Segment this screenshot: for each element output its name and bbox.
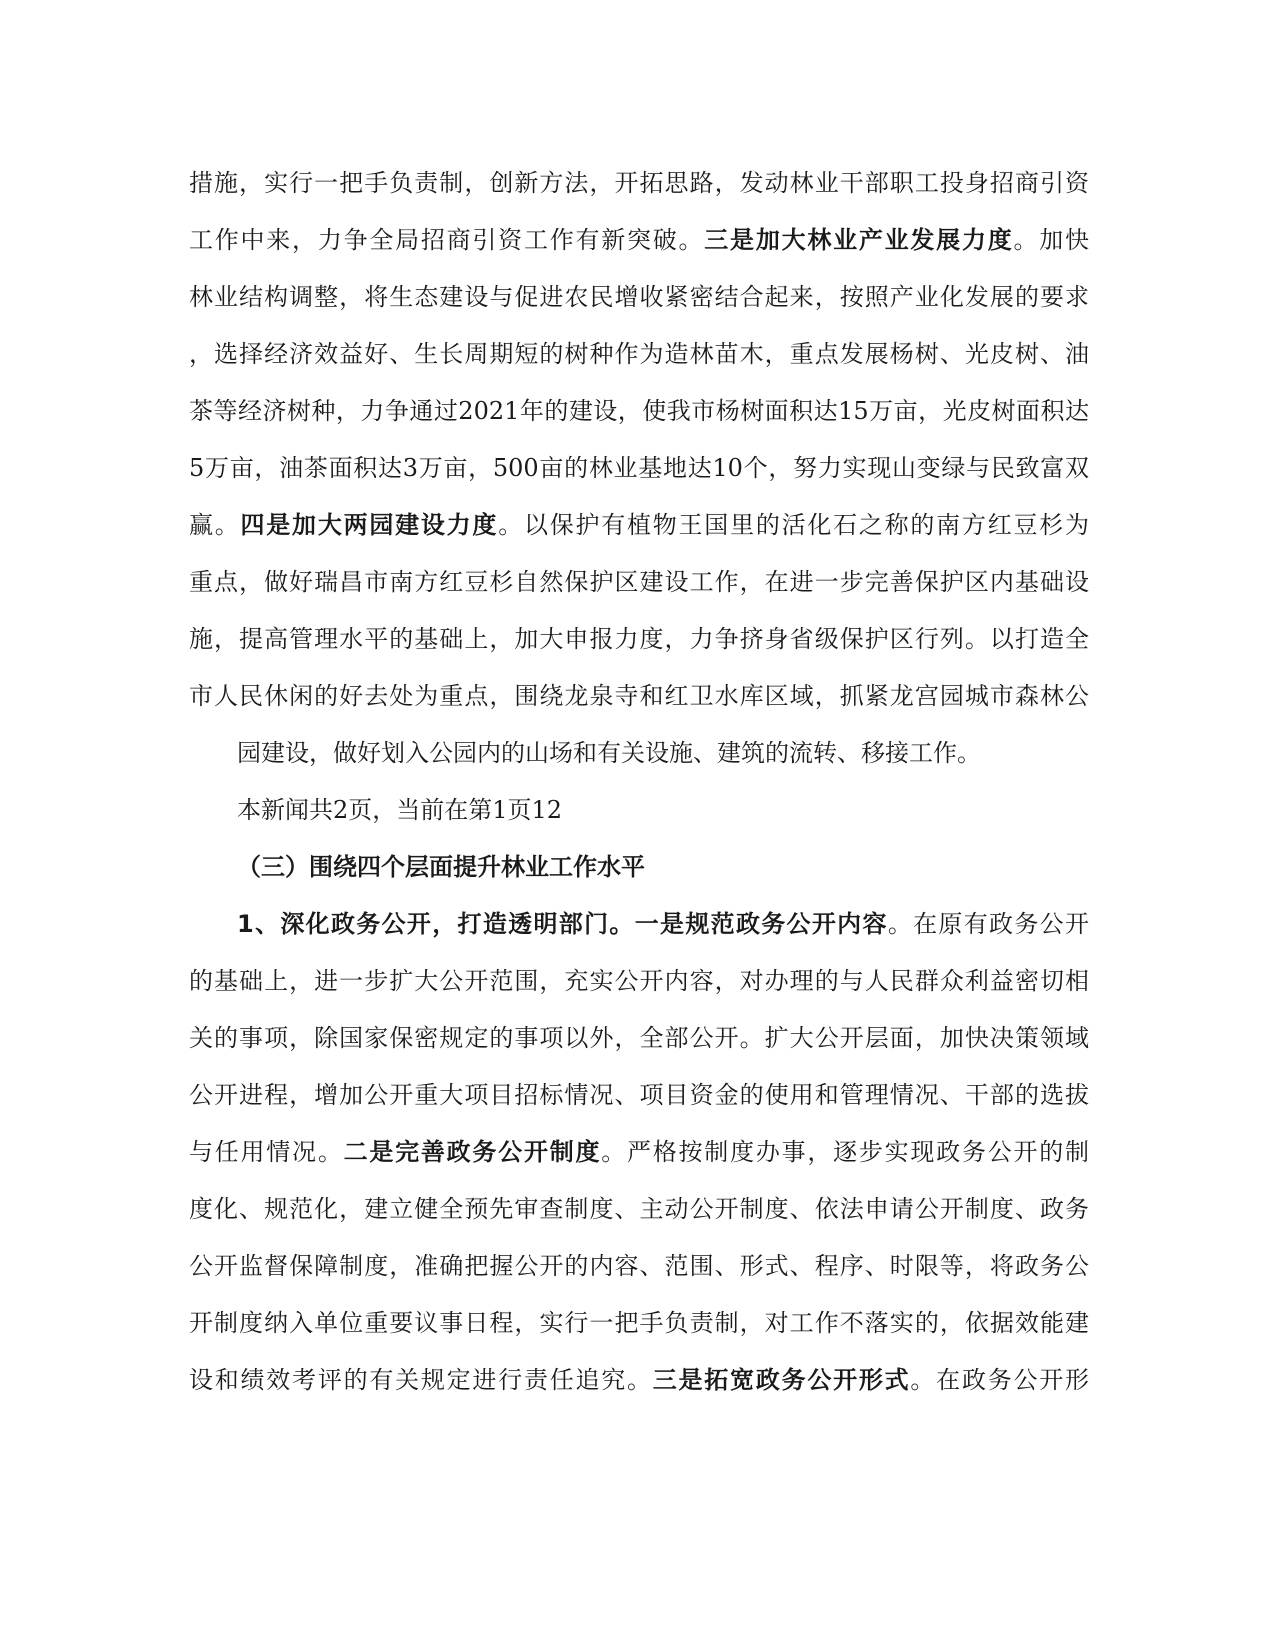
paragraph-line: [189, 1018, 1089, 1058]
text-run: 茶等经济树种，力争通过2021年的建设，使我市杨树面积达15万亩，光皮树面积达: [189, 397, 1089, 425]
text-run: 。以保护有植物王国里的活化石之称的南方红豆杉为: [498, 511, 1090, 539]
section-heading: [237, 847, 1089, 887]
text-run: 林业结构调整，将生态建设与促进农民增收紧密结合起来，按照产业化发展的要求: [189, 283, 1089, 311]
paragraph-line: [189, 448, 1089, 488]
text-run: 公开进程，增加公开重大项目招标情况、项目资金的使用和管理情况、干部的选拔: [189, 1081, 1089, 1109]
paragraph-line: [189, 391, 1089, 431]
bold-heading-run: 1、深化政务公开，打造透明部门。一是规范政务公开内容: [237, 910, 888, 938]
text-run: 公开监督保障制度，准确把握公开的内容、范围、形式、程序、时限等，将政务公: [189, 1252, 1089, 1280]
text-run: 设和绩效考评的有关规定进行责任追究。: [189, 1366, 653, 1394]
text-run: 重点，做好瑞昌市南方红豆杉自然保护区建设工作，在进一步完善保护区内基础设: [189, 568, 1089, 596]
text-run: 与任用情况。: [189, 1138, 344, 1166]
paragraph-line: [189, 1132, 1089, 1172]
bold-heading-run: 四是加大两园建设力度: [240, 511, 499, 539]
text-run: 施，提高管理水平的基础上，加大申报力度，力争挤身省级保护区行列。以打造全: [189, 625, 1089, 653]
paragraph-line: [189, 676, 1089, 716]
text-run: 工作中来，力争全局招商引资工作有新突破。: [189, 226, 705, 254]
text-run: 的基础上，进一步扩大公开范围，充实公开内容，对办理的与人民群众利益密切相: [189, 967, 1089, 995]
paragraph-line: [189, 619, 1089, 659]
paragraph-line: [189, 505, 1089, 545]
bold-heading-run: 三是拓宽政务公开形式: [652, 1366, 911, 1394]
paragraph-line: [237, 733, 1089, 773]
paragraph-line: [189, 1075, 1089, 1115]
paragraph-line: [189, 1246, 1089, 1286]
paragraph-line: [189, 562, 1089, 602]
text-run: 。加快: [1013, 226, 1090, 254]
text-run: 关的事项，除国家保密规定的事项以外，全部公开。扩大公开层面，加快决策领域: [189, 1024, 1089, 1052]
page-counter-text: [237, 790, 1089, 830]
paragraph-line: [189, 163, 1089, 203]
text-run: ，选择经济效益好、生长周期短的树种作为造林苗木，重点发展杨树、光皮树、油: [189, 340, 1089, 368]
text-run: 赢。: [189, 511, 241, 539]
bold-heading-run: 三是加大林业产业发展力度: [704, 226, 1014, 254]
paragraph-line: [189, 1303, 1089, 1343]
text-run: 度化、规范化，建立健全预先审查制度、主动公开制度、依法申请公开制度、政务: [189, 1195, 1089, 1223]
paragraph-line: [189, 961, 1089, 1001]
text-run: 市人民休闲的好去处为重点，围绕龙泉寺和红卫水库区域，抓紧龙宫园城市森林公: [189, 682, 1089, 710]
text-run: 。在政务公开形: [910, 1366, 1090, 1394]
bold-heading-run: （三）围绕四个层面提升林业工作水平: [237, 853, 645, 881]
paragraph-line: [189, 277, 1089, 317]
paragraph-line: [189, 334, 1089, 374]
text-run: 措施，实行一把手负责制，创新方法，开拓思路，发动林业干部职工投身招商引资: [189, 169, 1089, 197]
text-run: 。在原有政务公开: [887, 910, 1089, 938]
paragraph-line: [237, 904, 1089, 944]
bold-heading-run: 二是完善政务公开制度: [343, 1138, 602, 1166]
text-run: 开制度纳入单位重要议事日程，实行一把手负责制，对工作不落实的，依据效能建: [189, 1309, 1089, 1337]
text-run: 园建设，做好划入公园内的山场和有关设施、建筑的流转、移接工作。: [237, 739, 981, 767]
text-run: 5万亩，油茶面积达3万亩，500亩的林业基地达10个，努力实现山变绿与民致富双: [189, 454, 1089, 482]
paragraph-line: [189, 1189, 1089, 1229]
text-run: 。严格按制度办事，逐步实现政务公开的制: [601, 1138, 1090, 1166]
paragraph-line: [189, 1360, 1089, 1400]
text-run: 本新闻共2页，当前在第1页12: [237, 796, 563, 824]
paragraph-line: [189, 220, 1089, 260]
